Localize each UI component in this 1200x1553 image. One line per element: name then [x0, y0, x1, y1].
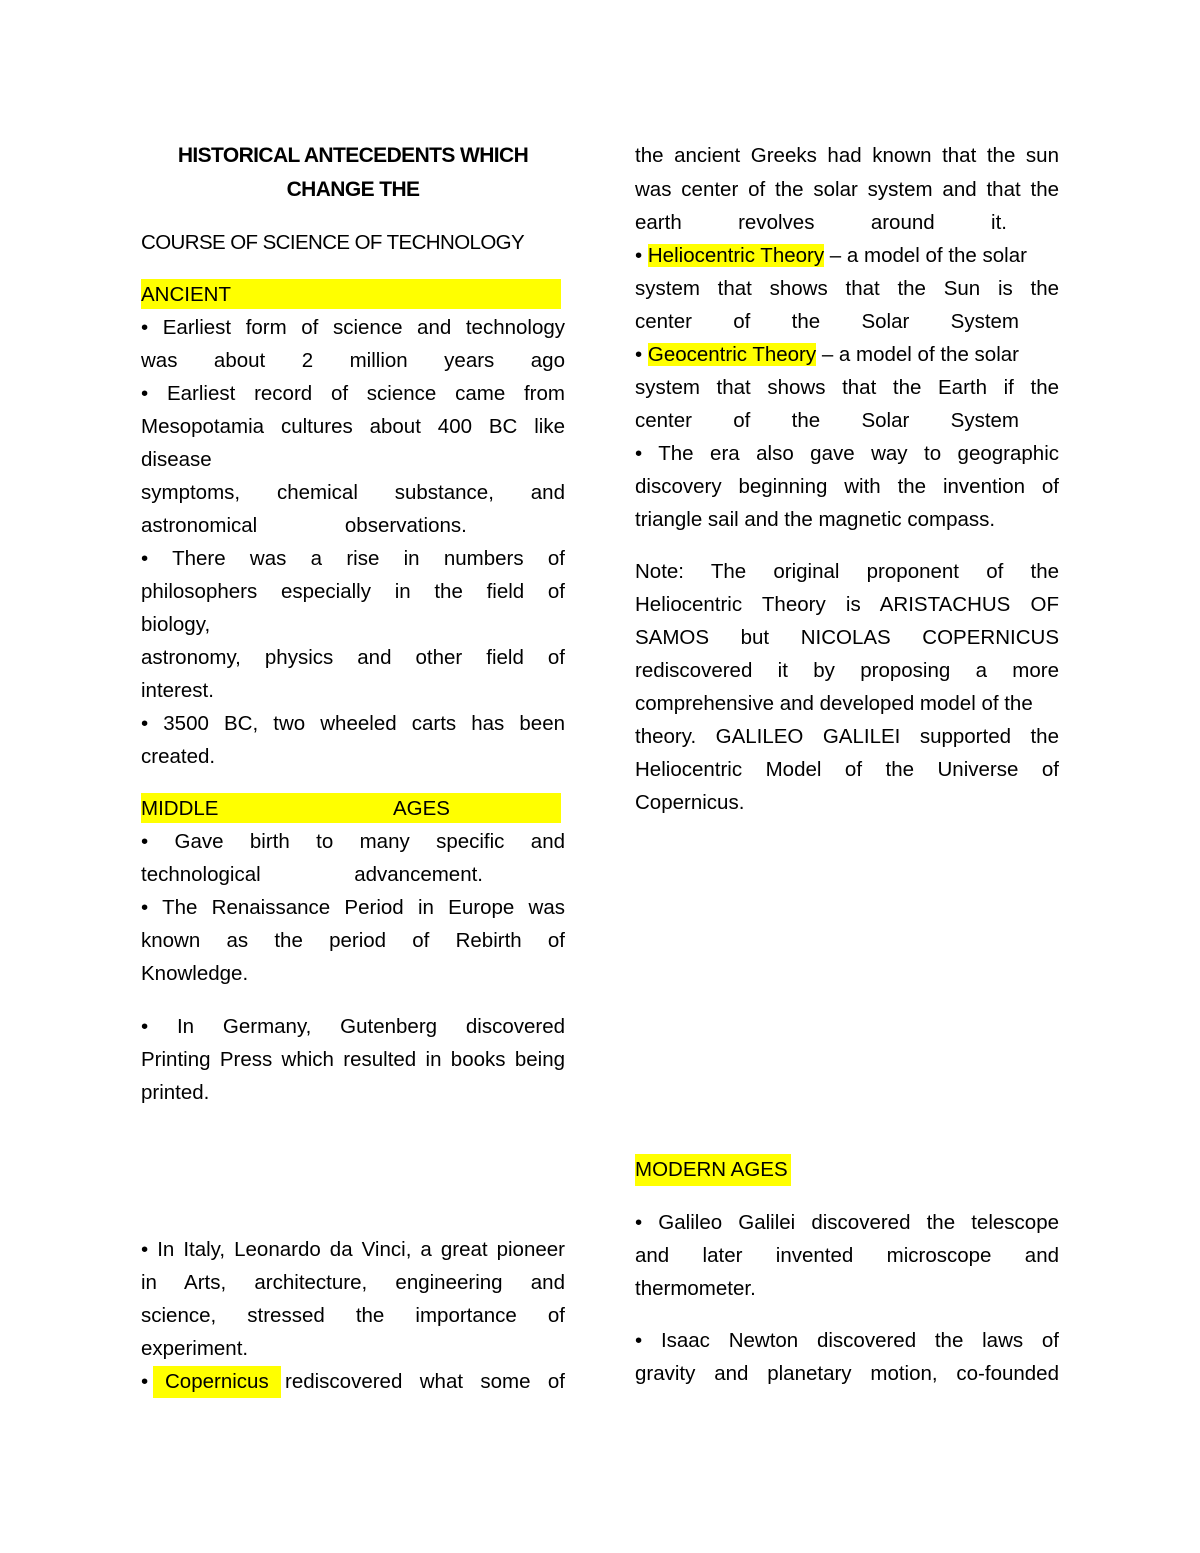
middle-line: Knowledge.: [141, 962, 249, 985]
ancient-line: was about 2 million years ago: [141, 349, 565, 372]
era-line: discovery beginning with the invention of: [635, 475, 1059, 498]
middle-heading-word: AGES: [393, 797, 450, 820]
note-line: Heliocentric Theory is ARISTACHUS OF: [635, 593, 1059, 616]
note-line: Heliocentric Model of the Universe of: [635, 758, 1059, 781]
middle-line: • The Renaissance Period in Europe was: [141, 896, 565, 919]
right-line: the ancient Greeks had known that the sun: [635, 144, 1059, 167]
ancient-line: • Earliest form of science and technology: [141, 316, 565, 339]
middle-line: • In Italy, Leonardo da Vinci, a great pioneer: [141, 1238, 565, 1261]
modern-line: gravity and planetary motion, co-founded: [635, 1362, 1059, 1385]
ancient-line-word: astronomical observations.: [141, 514, 467, 537]
geo-line: system that shows that the Earth if the: [635, 376, 1059, 399]
ancient-line: biology,: [141, 613, 211, 636]
helio-line: system that shows that the Sun is the: [635, 277, 1059, 300]
doc-title-line-1: HISTORICAL ANTECEDENTS WHICH: [177, 144, 529, 167]
ancient-line: symptoms, chemical substance, and: [141, 481, 565, 504]
geo-term: Geocentric Theory: [647, 343, 817, 366]
right-line-text: earth revolves around it.: [635, 211, 1007, 234]
note-line: comprehensive and developed model of the: [635, 692, 1033, 715]
geo-line: center of the Solar System: [635, 409, 1019, 432]
modern-line: thermometer.: [635, 1277, 756, 1300]
modern-line: • Isaac Newton discovered the laws of: [635, 1329, 1059, 1352]
note-line: SAMOS but NICOLAS COPERNICUS: [635, 626, 1059, 649]
copernicus-rest: rediscovered what some of: [285, 1370, 565, 1393]
copernicus-highlight: Copernicus: [153, 1366, 281, 1398]
right-line: was center of the solar system and that the: [635, 178, 1059, 201]
modern-line: and later invented microscope and: [635, 1244, 1059, 1267]
geo-line: [635, 338, 1059, 371]
middle-line: known as the period of Rebirth of: [141, 929, 565, 952]
helio-bullet: •: [635, 244, 648, 267]
era-line: triangle sail and the magnetic compass.: [635, 508, 996, 531]
middle-heading-word: MIDDLE: [141, 797, 219, 820]
middle-line: Printing Press which resulted in books being: [141, 1048, 565, 1071]
ancient-heading: ANCIENT: [141, 283, 231, 306]
middle-line: • In Germany, Gutenberg discovered: [141, 1015, 565, 1038]
ancient-line: astronomy, physics and other field of: [141, 646, 565, 669]
ancient-line: • 3500 BC, two wheeled carts has been: [141, 712, 565, 735]
ancient-line: disease: [141, 448, 212, 471]
ancient-line: interest.: [141, 679, 214, 702]
note-line: Copernicus.: [635, 791, 745, 814]
copernicus-line: [141, 1365, 565, 1398]
modern-heading: MODERN AGES: [635, 1154, 791, 1186]
note-line: rediscovered it by proposing a more: [635, 659, 1059, 682]
copernicus-bullet: •: [141, 1370, 149, 1393]
helio-line: [635, 239, 1059, 272]
geo-def: – a model of the solar: [816, 343, 1019, 366]
ancient-line: • Earliest record of science came from: [141, 382, 565, 405]
ancient-line: created.: [141, 745, 216, 768]
ancient-line: [141, 509, 565, 542]
modern-heading-line: [635, 1153, 1059, 1186]
helio-line: center of the Solar System: [635, 310, 1019, 333]
doc-subtitle: COURSE OF SCIENCE OF TECHNOLOGY: [141, 231, 525, 254]
middle-heading: [141, 792, 565, 825]
ancient-line: Mesopotamia cultures about 400 BC like: [141, 415, 565, 438]
ancient-line: • There was a rise in numbers of: [141, 547, 565, 570]
middle-line: • Gave birth to many specific and: [141, 830, 565, 853]
era-line: • The era also gave way to geographic: [635, 442, 1059, 465]
doc-title-line-2: CHANGE THE: [286, 178, 420, 201]
middle-line: in Arts, architecture, engineering and: [141, 1271, 565, 1294]
middle-line: technological advancement.: [141, 863, 483, 886]
geo-bullet: •: [635, 343, 648, 366]
middle-line: experiment.: [141, 1337, 249, 1360]
note-line: Note: The original proponent of the: [635, 560, 1059, 583]
right-line: [635, 206, 1007, 239]
middle-line: printed.: [141, 1081, 210, 1104]
helio-term: Heliocentric Theory: [647, 244, 825, 267]
helio-def: – a model of the solar: [824, 244, 1027, 267]
note-line: theory. GALILEO GALILEI supported the: [635, 725, 1059, 748]
middle-line: science, stressed the importance of: [141, 1304, 565, 1327]
modern-line: • Galileo Galilei discovered the telescope: [635, 1211, 1059, 1234]
ancient-line: philosophers especially in the field of: [141, 580, 565, 603]
